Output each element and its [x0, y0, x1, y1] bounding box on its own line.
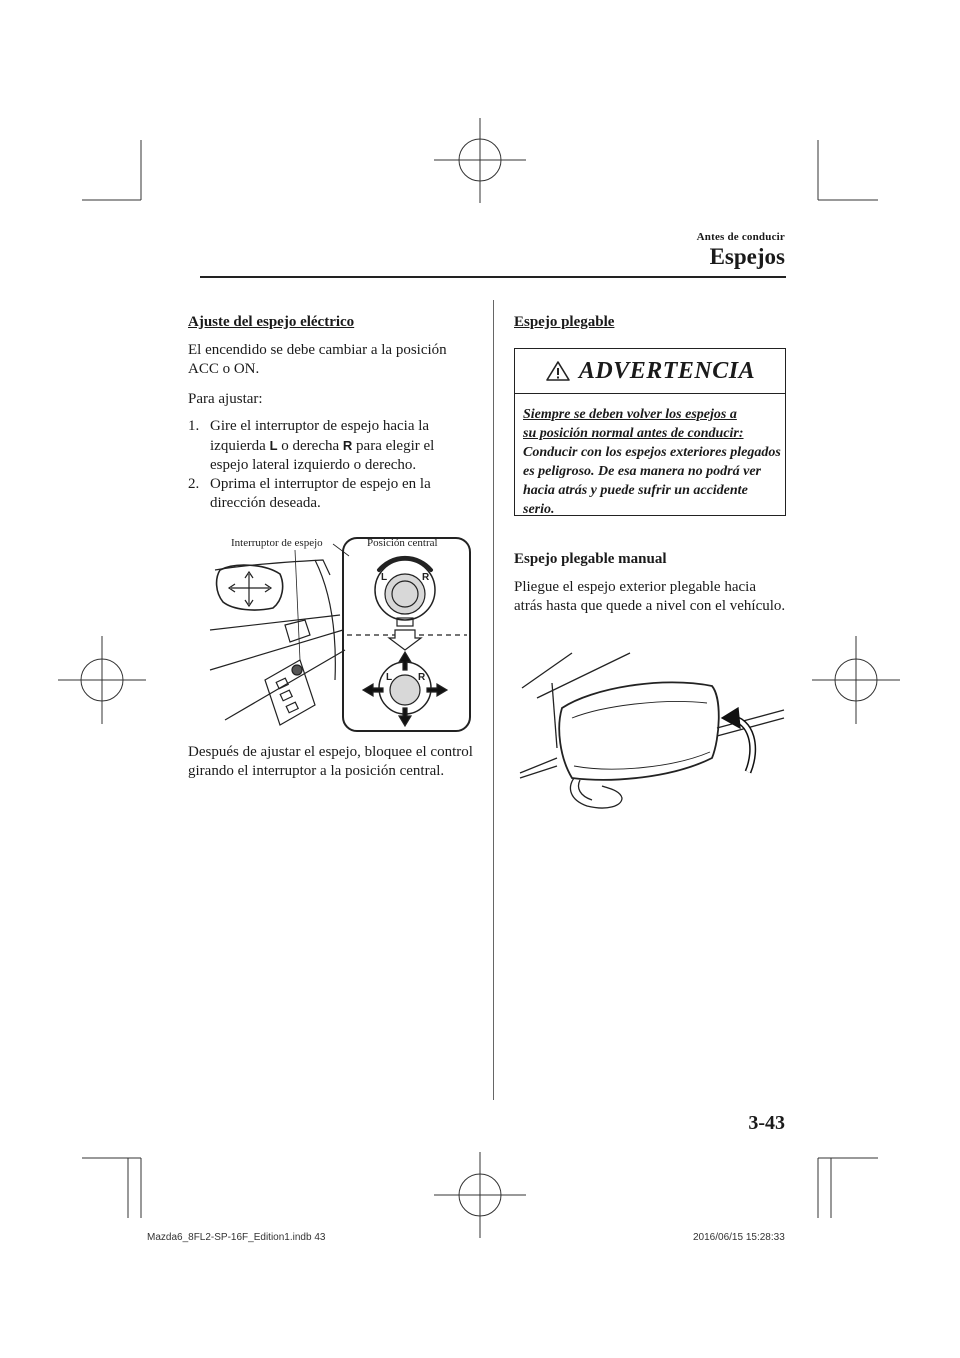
step-text: Oprima el interruptor de espejo en la dirección deseada.	[210, 476, 431, 511]
warning-line-2: su posición normal antes de conducir:	[523, 426, 744, 441]
adjust-label: Para ajustar:	[188, 391, 263, 407]
label-center-position: Posición central	[367, 537, 438, 549]
warning-box	[514, 348, 786, 516]
list-item	[188, 475, 473, 513]
step-text: Gire el interruptor de espejo hacia la izquierda	[210, 418, 430, 454]
footer-file: Mazda6_8FL2-SP-16F_Edition1.indb 43	[147, 1232, 326, 1243]
warning-text	[523, 405, 781, 519]
intro-paragraph: El encendido se debe cambiar a la posición ACC o ON.	[188, 342, 447, 377]
section-title: Espejos	[709, 244, 785, 269]
warning-line-1: Siempre se deben volver los espejos a	[523, 407, 737, 422]
after-adjust-paragraph: Después de ajustar el espejo, bloquee el control girando el interruptor a la posición central.	[188, 744, 473, 779]
knob-r-mark: R	[422, 572, 430, 583]
left-symbol: L	[269, 438, 278, 453]
step-number: 2.	[188, 476, 200, 492]
knob2-l-mark: L	[386, 672, 393, 683]
folding-mirror-illustration	[512, 648, 788, 828]
step-number: 1.	[188, 418, 200, 434]
step-text: o derecha	[281, 438, 340, 454]
list-item	[188, 417, 473, 475]
steps-list	[188, 417, 473, 513]
right-symbol: R	[342, 438, 353, 453]
knob-l-mark: L	[381, 572, 388, 583]
column-divider	[493, 300, 494, 1100]
knob2-r-mark: R	[418, 672, 426, 683]
header-rule	[200, 276, 786, 278]
warning-title: ADVERTENCIA	[578, 357, 756, 384]
heading-folding-mirror: Espejo plegable	[514, 314, 615, 330]
section-label: Antes de conducir	[696, 231, 785, 243]
label-mirror-switch: Interruptor de espejo	[231, 537, 323, 549]
footer-timestamp: 2016/06/15 15:28:33	[693, 1232, 785, 1243]
warning-rest: Conducir con los espejos exteriores plegados es peligroso. De esa manera no podrá ver hacia atrás y puede sufrir un accidente serio.	[523, 445, 781, 517]
manual-folding-paragraph: Pliegue el espejo exterior plegable hacia atrás hasta que quede a nivel con el vehículo.	[514, 579, 786, 614]
heading-power-mirror: Ajuste del espejo eléctrico	[188, 314, 355, 330]
page-number: 3-43	[748, 1112, 785, 1134]
warning-triangle-icon	[545, 360, 571, 382]
heading-manual-folding: Espejo plegable manual	[514, 551, 667, 567]
warning-header	[515, 349, 785, 394]
step-text: para elegir el espejo lateral izquierdo o derecho.	[210, 438, 435, 473]
mirror-switch-illustration	[205, 530, 475, 735]
